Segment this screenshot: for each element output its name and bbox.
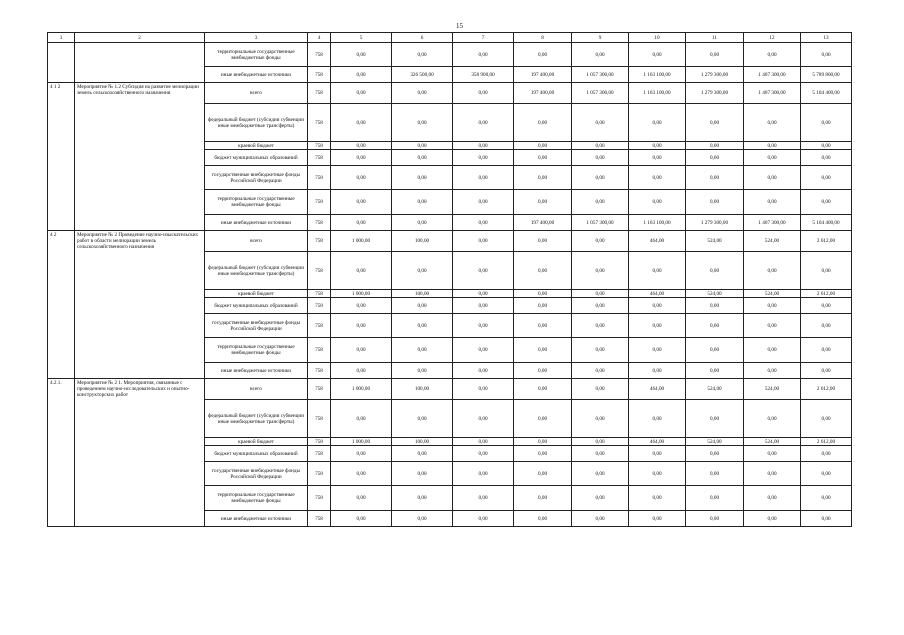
amount-cell: 524,00 [686, 438, 744, 446]
amount-cell: 0,00 [514, 104, 572, 142]
budget-table [47, 32, 852, 527]
amount-cell: 0,00 [392, 400, 453, 438]
amount-cell: 0,00 [514, 150, 572, 166]
amount-cell: 0,00 [686, 43, 744, 67]
amount-cell: 100,00 [392, 379, 453, 400]
amount-cell: 197 400,00 [514, 67, 572, 83]
amount-cell: 0,00 [392, 446, 453, 462]
grbs-code-cell: 758 [308, 83, 331, 104]
amount-cell: 0,00 [801, 338, 852, 363]
amount-cell: 0,00 [744, 462, 801, 486]
amount-cell: 0,00 [686, 511, 744, 527]
amount-cell: 1 279 300,00 [686, 215, 744, 231]
amount-cell: 0,00 [331, 363, 392, 379]
amount-cell: 0,00 [392, 166, 453, 190]
table-row [48, 43, 852, 67]
funding-source: иные внебюджетные источники [205, 215, 308, 231]
amount-cell: 0,00 [572, 166, 629, 190]
amount-cell: 0,00 [629, 486, 686, 511]
amount-cell: 0,00 [629, 43, 686, 67]
item-code: 4 1 2 [48, 83, 75, 231]
amount-cell: 0,00 [453, 215, 514, 231]
amount-cell: 0,00 [686, 446, 744, 462]
col-header: 5 [331, 33, 392, 43]
amount-cell: 0,00 [572, 438, 629, 446]
amount-cell: 0,00 [572, 446, 629, 462]
amount-cell: 1 163 100,00 [629, 215, 686, 231]
amount-cell: 0,00 [572, 150, 629, 166]
amount-cell: 0,00 [686, 400, 744, 438]
amount-cell: 464,00 [629, 379, 686, 400]
amount-cell: 0,00 [453, 231, 514, 252]
amount-cell: 0,00 [453, 338, 514, 363]
amount-cell: 0,00 [514, 438, 572, 446]
amount-cell: 0,00 [744, 150, 801, 166]
amount-cell: 0,00 [453, 486, 514, 511]
amount-cell: 0,00 [331, 142, 392, 150]
amount-cell: 2 612,00 [801, 290, 852, 298]
amount-cell: 0,00 [686, 104, 744, 142]
amount-cell: 0,00 [629, 190, 686, 215]
amount-cell: 0,00 [392, 142, 453, 150]
grbs-code-cell: 758 [308, 231, 331, 252]
amount-cell: 0,00 [744, 43, 801, 67]
funding-source: федеральный бюджет (субсидии субвенции иные межбюджетные трансферты) [205, 104, 308, 142]
amount-cell: 0,00 [331, 104, 392, 142]
amount-cell: 1 279 300,00 [686, 83, 744, 104]
funding-source: всего [205, 379, 308, 400]
item-code [48, 43, 75, 83]
amount-cell: 0,00 [572, 190, 629, 215]
amount-cell: 0,00 [801, 142, 852, 150]
table-body [48, 33, 852, 527]
amount-cell: 1 057 300,00 [572, 83, 629, 104]
funding-source: бюджет муниципальных образований [205, 298, 308, 314]
amount-cell: 0,00 [744, 166, 801, 190]
grbs-code-cell: 758 [308, 486, 331, 511]
amount-cell: 0,00 [331, 190, 392, 215]
amount-cell: 0,00 [392, 83, 453, 104]
col-header: 11 [686, 33, 744, 43]
amount-cell: 0,00 [686, 338, 744, 363]
funding-source: всего [205, 231, 308, 252]
amount-cell: 0,00 [629, 338, 686, 363]
amount-cell: 0,00 [331, 43, 392, 67]
amount-cell: 0,00 [514, 290, 572, 298]
amount-cell: 0,00 [514, 314, 572, 338]
amount-cell: 0,00 [629, 252, 686, 290]
amount-cell: 0,00 [453, 298, 514, 314]
amount-cell: 5 104 400,00 [801, 215, 852, 231]
amount-cell: 0,00 [514, 462, 572, 486]
amount-cell: 524,00 [744, 379, 801, 400]
amount-cell: 0,00 [686, 252, 744, 290]
amount-cell: 0,00 [744, 338, 801, 363]
amount-cell: 1 407 300,00 [744, 215, 801, 231]
amount-cell: 0,00 [331, 166, 392, 190]
col-header: 8 [514, 33, 572, 43]
amount-cell: 0,00 [514, 446, 572, 462]
col-header: 2 [75, 33, 205, 43]
amount-cell: 0,00 [514, 338, 572, 363]
amount-cell: 0,00 [331, 150, 392, 166]
amount-cell: 0,00 [801, 511, 852, 527]
amount-cell: 0,00 [572, 290, 629, 298]
amount-cell: 0,00 [331, 252, 392, 290]
amount-cell: 0,00 [392, 511, 453, 527]
col-header: 10 [629, 33, 686, 43]
amount-cell: 358 900,00 [453, 67, 514, 83]
col-header: 9 [572, 33, 629, 43]
amount-cell: 1 407 300,00 [744, 83, 801, 104]
amount-cell: 0,00 [514, 166, 572, 190]
funding-source: иные внебюджетные источники [205, 67, 308, 83]
amount-cell: 0,00 [801, 252, 852, 290]
amount-cell: 0,00 [392, 363, 453, 379]
col-header: 1 [48, 33, 75, 43]
amount-cell: 0,00 [331, 83, 392, 104]
amount-cell: 0,00 [453, 290, 514, 298]
amount-cell: 0,00 [453, 43, 514, 67]
amount-cell: 0,00 [801, 190, 852, 215]
amount-cell: 0,00 [629, 298, 686, 314]
amount-cell: 0,00 [392, 150, 453, 166]
amount-cell: 0,00 [392, 43, 453, 67]
amount-cell: 1 057 300,00 [572, 67, 629, 83]
amount-cell: 0,00 [392, 338, 453, 363]
funding-source: территориальные государственные внебюджетные фонды [205, 338, 308, 363]
col-header: 6 [392, 33, 453, 43]
amount-cell: 0,00 [801, 166, 852, 190]
amount-cell: 0,00 [686, 462, 744, 486]
amount-cell: 0,00 [453, 150, 514, 166]
amount-cell: 0,00 [572, 231, 629, 252]
amount-cell: 0,00 [514, 486, 572, 511]
amount-cell: 1 000,00 [331, 438, 392, 446]
amount-cell: 0,00 [572, 486, 629, 511]
amount-cell: 0,00 [686, 298, 744, 314]
amount-cell: 0,00 [572, 314, 629, 338]
amount-cell: 0,00 [514, 190, 572, 215]
item-name: Мероприятие № 2 1. Мероприятия, связанные с проведением научно-исследовательских и опытно-конструкторских работ [75, 379, 205, 527]
amount-cell: 1 163 100,00 [629, 83, 686, 104]
amount-cell: 0,00 [801, 446, 852, 462]
amount-cell: 0,00 [392, 104, 453, 142]
amount-cell: 0,00 [629, 142, 686, 150]
amount-cell: 464,00 [629, 290, 686, 298]
amount-cell: 0,00 [686, 363, 744, 379]
funding-source: иные внебюджетные источники [205, 363, 308, 379]
amount-cell: 0,00 [744, 252, 801, 290]
amount-cell: 0,00 [453, 314, 514, 338]
amount-cell: 0,00 [629, 363, 686, 379]
amount-cell: 100,00 [392, 231, 453, 252]
amount-cell: 0,00 [629, 462, 686, 486]
col-header: 4 [308, 33, 331, 43]
amount-cell: 0,00 [572, 511, 629, 527]
amount-cell: 0,00 [331, 215, 392, 231]
amount-cell: 0,00 [392, 215, 453, 231]
grbs-code-cell: 758 [308, 338, 331, 363]
grbs-code-cell: 758 [308, 363, 331, 379]
amount-cell: 0,00 [801, 43, 852, 67]
item-name: Мероприятие № 1.2 Субсидия на развитие мелиорации земель сельскохозяйственного назначения [75, 83, 205, 231]
amount-cell: 0,00 [801, 150, 852, 166]
amount-cell: 0,00 [686, 486, 744, 511]
amount-cell: 0,00 [453, 462, 514, 486]
grbs-code-cell: 758 [308, 215, 331, 231]
grbs-code-cell: 758 [308, 252, 331, 290]
amount-cell: 1 057 300,00 [572, 215, 629, 231]
amount-cell: 197 400,00 [514, 83, 572, 104]
amount-cell: 524,00 [686, 231, 744, 252]
grbs-code-cell: 758 [308, 67, 331, 83]
funding-source: всего [205, 83, 308, 104]
grbs-code-cell: 758 [308, 290, 331, 298]
amount-cell: 1 000,00 [331, 231, 392, 252]
amount-cell: 0,00 [801, 298, 852, 314]
amount-cell: 0,00 [686, 142, 744, 150]
amount-cell: 0,00 [331, 511, 392, 527]
amount-cell: 0,00 [629, 166, 686, 190]
funding-source: государственные внебюджетные фонды Российской Федерации [205, 166, 308, 190]
amount-cell: 0,00 [801, 400, 852, 438]
amount-cell: 0,00 [392, 462, 453, 486]
item-name [75, 43, 205, 83]
grbs-code-cell: 758 [308, 379, 331, 400]
amount-cell: 0,00 [453, 83, 514, 104]
funding-source: бюджет муниципальных образований [205, 150, 308, 166]
amount-cell: 524,00 [744, 290, 801, 298]
amount-cell: 524,00 [686, 290, 744, 298]
amount-cell: 1 279 300,00 [686, 67, 744, 83]
amount-cell: 0,00 [392, 486, 453, 511]
funding-source: федеральный бюджет (субсидии субвенции иные межбюджетные трансферты) [205, 252, 308, 290]
grbs-code-cell: 758 [308, 150, 331, 166]
funding-source: краевой бюджет [205, 290, 308, 298]
funding-source: бюджет муниципальных образований [205, 446, 308, 462]
amount-cell: 0,00 [686, 314, 744, 338]
amount-cell: 0,00 [331, 67, 392, 83]
amount-cell: 0,00 [629, 150, 686, 166]
amount-cell: 0,00 [801, 363, 852, 379]
col-header: 13 [801, 33, 852, 43]
grbs-code-cell: 758 [308, 104, 331, 142]
amount-cell: 0,00 [629, 400, 686, 438]
amount-cell: 5 104 400,00 [801, 83, 852, 104]
grbs-code-cell: 758 [308, 314, 331, 338]
amount-cell: 0,00 [686, 166, 744, 190]
amount-cell: 0,00 [453, 142, 514, 150]
col-header: 7 [453, 33, 514, 43]
amount-cell: 0,00 [744, 511, 801, 527]
amount-cell: 0,00 [744, 298, 801, 314]
amount-cell: 0,00 [686, 190, 744, 215]
funding-source: территориальные государственные внебюджетные фонды [205, 190, 308, 215]
funding-source: федеральный бюджет (субсидии субвенции иные межбюджетные трансферты) [205, 400, 308, 438]
funding-source: иные внебюджетные источники [205, 511, 308, 527]
amount-cell: 0,00 [453, 379, 514, 400]
amount-cell: 0,00 [514, 142, 572, 150]
grbs-code-cell: 758 [308, 298, 331, 314]
grbs-code-cell: 758 [308, 142, 331, 150]
amount-cell: 0,00 [629, 104, 686, 142]
amount-cell: 0,00 [801, 314, 852, 338]
item-name: Мероприятие № 2 Проведение научно-изыскательских работ в области мелиорации земель сельскохозяйственного назначения [75, 231, 205, 379]
funding-source: территориальные государственные внебюджетные фонды [205, 43, 308, 67]
funding-source: краевой бюджет [205, 142, 308, 150]
grbs-code-cell: 758 [308, 400, 331, 438]
amount-cell: 0,00 [453, 511, 514, 527]
amount-cell: 0,00 [331, 314, 392, 338]
amount-cell: 0,00 [744, 446, 801, 462]
amount-cell: 0,00 [331, 400, 392, 438]
amount-cell: 0,00 [453, 104, 514, 142]
grbs-code-cell: 758 [308, 462, 331, 486]
amount-cell: 0,00 [801, 486, 852, 511]
item-code: 4 2 [48, 231, 75, 379]
amount-cell: 0,00 [514, 231, 572, 252]
amount-cell: 0,00 [572, 400, 629, 438]
amount-cell: 0,00 [572, 379, 629, 400]
amount-cell: 2 612,00 [801, 379, 852, 400]
amount-cell: 0,00 [453, 166, 514, 190]
amount-cell: 0,00 [392, 298, 453, 314]
funding-source: краевой бюджет [205, 438, 308, 446]
amount-cell: 0,00 [331, 446, 392, 462]
amount-cell: 100,00 [392, 438, 453, 446]
amount-cell: 0,00 [453, 446, 514, 462]
grbs-code-cell: 758 [308, 511, 331, 527]
amount-cell: 0,00 [453, 190, 514, 215]
amount-cell: 100,00 [392, 290, 453, 298]
amount-cell: 0,00 [453, 438, 514, 446]
table-row [48, 83, 852, 104]
amount-cell: 464,00 [629, 438, 686, 446]
amount-cell: 0,00 [744, 486, 801, 511]
amount-cell: 2 612,00 [801, 438, 852, 446]
amount-cell: 0,00 [453, 252, 514, 290]
col-header: 12 [744, 33, 801, 43]
amount-cell: 2 612,00 [801, 231, 852, 252]
amount-cell: 0,00 [514, 363, 572, 379]
amount-cell: 0,00 [572, 298, 629, 314]
amount-cell: 0,00 [801, 462, 852, 486]
amount-cell: 0,00 [572, 338, 629, 363]
amount-cell: 0,00 [331, 462, 392, 486]
amount-cell: 1 407 300,00 [744, 67, 801, 83]
amount-cell: 326 500,00 [392, 67, 453, 83]
amount-cell: 0,00 [572, 43, 629, 67]
amount-cell: 0,00 [331, 298, 392, 314]
grbs-code-cell: 758 [308, 190, 331, 215]
amount-cell: 0,00 [629, 314, 686, 338]
amount-cell: 0,00 [392, 190, 453, 215]
amount-cell: 0,00 [392, 314, 453, 338]
amount-cell: 5 789 800,00 [801, 67, 852, 83]
amount-cell: 0,00 [572, 462, 629, 486]
col-header: 3 [205, 33, 308, 43]
amount-cell: 0,00 [514, 400, 572, 438]
page-number: 15 [456, 22, 463, 30]
amount-cell: 0,00 [514, 379, 572, 400]
header-row [48, 33, 852, 43]
table-row [48, 379, 852, 400]
amount-cell: 0,00 [572, 142, 629, 150]
amount-cell: 197 400,00 [514, 215, 572, 231]
amount-cell: 1 000,00 [331, 379, 392, 400]
amount-cell: 1 000,00 [331, 290, 392, 298]
grbs-code-cell: 758 [308, 446, 331, 462]
amount-cell: 0,00 [801, 104, 852, 142]
amount-cell: 0,00 [629, 511, 686, 527]
funding-source: территориальные государственные внебюджетные фонды [205, 486, 308, 511]
amount-cell: 0,00 [572, 363, 629, 379]
amount-cell: 0,00 [514, 298, 572, 314]
amount-cell: 1 163 100,00 [629, 67, 686, 83]
amount-cell: 0,00 [744, 314, 801, 338]
grbs-code-cell: 758 [308, 166, 331, 190]
amount-cell: 0,00 [572, 252, 629, 290]
amount-cell: 524,00 [686, 379, 744, 400]
amount-cell: 524,00 [744, 231, 801, 252]
grbs-code-cell: 758 [308, 43, 331, 67]
amount-cell: 0,00 [453, 363, 514, 379]
amount-cell: 0,00 [331, 338, 392, 363]
amount-cell: 0,00 [392, 252, 453, 290]
amount-cell: 0,00 [514, 511, 572, 527]
funding-source: государственные внебюджетные фонды Российской Федерации [205, 462, 308, 486]
amount-cell: 0,00 [514, 252, 572, 290]
amount-cell: 0,00 [629, 446, 686, 462]
amount-cell: 0,00 [744, 104, 801, 142]
item-code: 4.2.1. [48, 379, 75, 527]
amount-cell: 0,00 [686, 150, 744, 166]
amount-cell: 0,00 [744, 190, 801, 215]
amount-cell: 0,00 [453, 400, 514, 438]
amount-cell: 0,00 [744, 142, 801, 150]
funding-source: государственные внебюджетные фонды Российской Федерации [205, 314, 308, 338]
amount-cell: 0,00 [744, 363, 801, 379]
amount-cell: 0,00 [331, 486, 392, 511]
amount-cell: 464,00 [629, 231, 686, 252]
amount-cell: 524,00 [744, 438, 801, 446]
grbs-code-cell: 758 [308, 438, 331, 446]
amount-cell: 0,00 [514, 43, 572, 67]
amount-cell: 0,00 [744, 400, 801, 438]
amount-cell: 0,00 [572, 104, 629, 142]
table-row [48, 231, 852, 252]
